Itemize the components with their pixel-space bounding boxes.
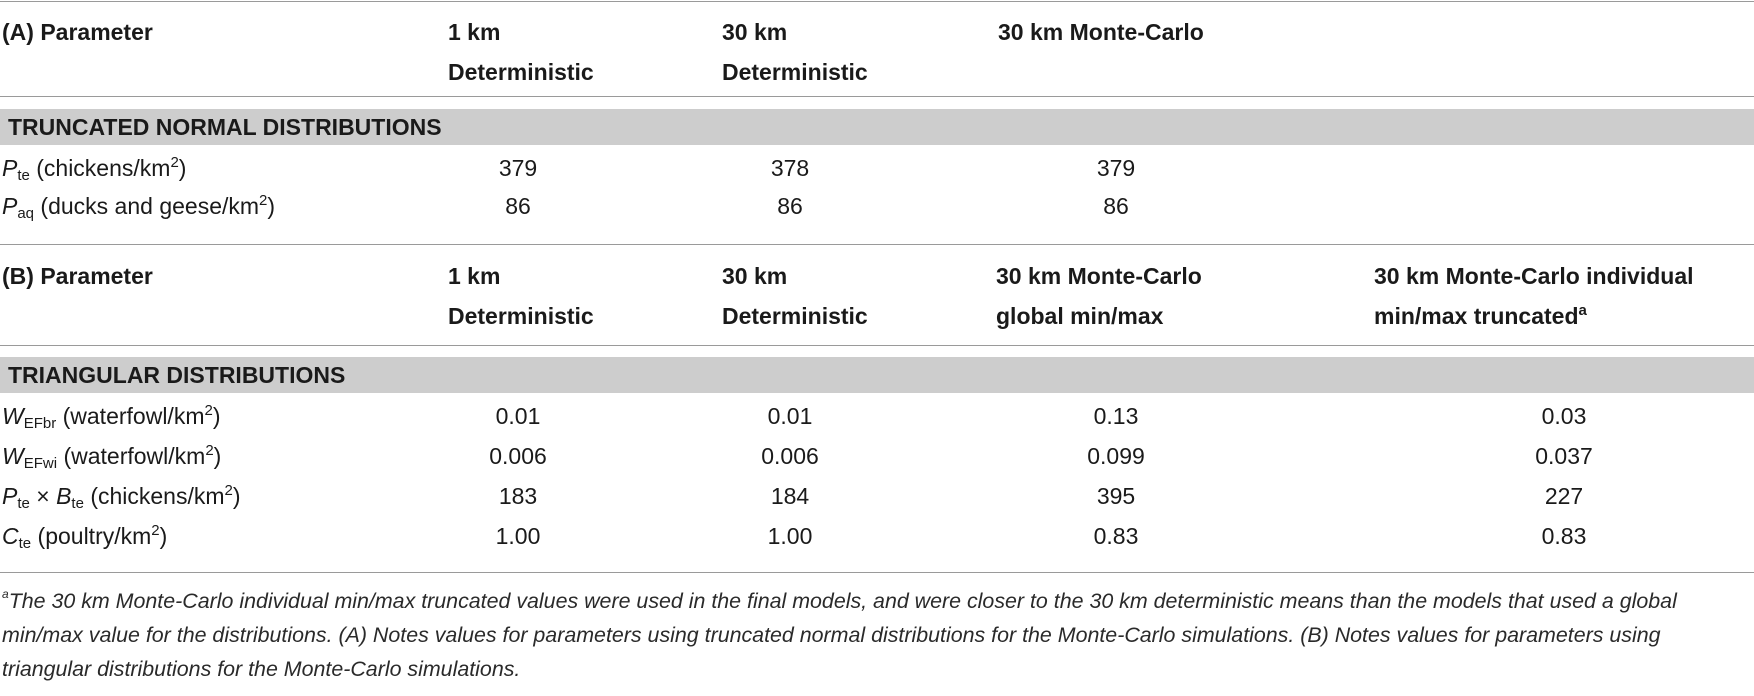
section-a-header-1km-line2: Deterministic xyxy=(448,59,594,85)
row-b3-global: 395 xyxy=(1096,483,1136,509)
section-b-header-parameter: (B) Parameter xyxy=(2,263,153,289)
row-b3-individual: 227 xyxy=(1544,483,1584,509)
section-b-band-label: TRIANGULAR DISTRIBUTIONS xyxy=(8,362,346,388)
row-a2-1km: 86 xyxy=(505,193,531,219)
section-b-header-1km-line2: Deterministic xyxy=(448,303,594,329)
section-b-header-individual-line1: 30 km Monte-Carlo individual xyxy=(1374,263,1694,289)
row-b3-label: $P_{te} \times B_{te}$ $(chickens/km^2)$ xyxy=(2,482,241,512)
section-b-header-1km-line1: 1 km xyxy=(448,263,501,289)
section-a-band-label: TRUNCATED NORMAL DISTRIBUTIONS xyxy=(8,114,442,140)
section-b-header-30km-line2: Deterministic xyxy=(722,303,868,329)
table-footnote xyxy=(2,584,1752,686)
row-b3-30km: 184 xyxy=(770,483,810,509)
section-b-header-global-line2: global min/max xyxy=(996,303,1164,329)
row-b4-label: $C_{te}$ $(poultry/km^2)$ xyxy=(2,522,168,552)
row-b4-global: 0.83 xyxy=(1093,523,1139,549)
row-b2-individual: 0.037 xyxy=(1535,443,1593,469)
footnote-text: The 30 km Monte-Carlo individual min/max truncated values were used in the final models, and were closer to the 30 km deterministic means than the models that used a global min/max value for the distributions. (A) Notes values for parameters using truncated normal distributions for the Monte-Carlo simulations. (B) Notes values for parameters using triangular distributions for the Monte-Carlo simulations. xyxy=(2,589,1677,681)
row-b2-30km: 0.006 xyxy=(761,443,819,469)
section-a-header-parameter: (A) Parameter xyxy=(2,19,153,45)
section-b-header-30km-line1: 30 km xyxy=(722,263,788,289)
row-b3-1km: 183 xyxy=(498,483,538,509)
row-a2-30km: 86 xyxy=(777,193,803,219)
row-b2-label: $W_{EFwi}$ $(waterfowl/km^2)$ xyxy=(2,442,222,472)
row-b1-30km: 0.01 xyxy=(767,403,813,429)
table-top-rule xyxy=(0,1,1754,2)
section-a-header-30km-line1: 30 km xyxy=(722,19,788,45)
row-a1-monte-carlo: 379 xyxy=(1096,155,1136,181)
row-a1-label: $P_{te}$ $(chickens/km^2)$ xyxy=(2,154,187,184)
footnote-mark-a: a xyxy=(2,587,9,601)
row-b4-individual: 0.83 xyxy=(1541,523,1587,549)
row-b2-1km: 0.006 xyxy=(489,443,547,469)
section-b-header-individual-line2: min/max truncated$^a$ xyxy=(1374,302,1587,329)
row-b4-30km: 1.00 xyxy=(767,523,813,549)
row-a2-label: $P_{aq}$ (ducks and geese/$km^2$) xyxy=(2,192,276,222)
section-a-header-monte-carlo: 30 km Monte-Carlo xyxy=(998,19,1204,45)
row-b1-1km: 0.01 xyxy=(495,403,541,429)
row-a1-30km: 378 xyxy=(770,155,810,181)
row-a1-1km: 379 xyxy=(498,155,538,181)
section-divider-rule xyxy=(0,244,1754,245)
row-b1-label: $W_{EFbr}$ $(waterfowl/km^2)$ xyxy=(2,402,221,432)
section-b-header-global-line1: 30 km Monte-Carlo xyxy=(996,263,1202,289)
row-b1-individual: 0.03 xyxy=(1541,403,1587,429)
section-b-header-rule xyxy=(0,345,1754,346)
row-a2-monte-carlo: 86 xyxy=(1103,193,1129,219)
table-bottom-rule xyxy=(0,572,1754,573)
row-b4-1km: 1.00 xyxy=(495,523,541,549)
row-b2-global: 0.099 xyxy=(1087,443,1145,469)
section-a-header-1km-line1: 1 km xyxy=(448,19,501,45)
footnote-mark: a xyxy=(1578,302,1587,319)
section-a-header-30km-line2: Deterministic xyxy=(722,59,868,85)
section-a-header-rule xyxy=(0,96,1754,97)
row-b1-global: 0.13 xyxy=(1093,403,1139,429)
